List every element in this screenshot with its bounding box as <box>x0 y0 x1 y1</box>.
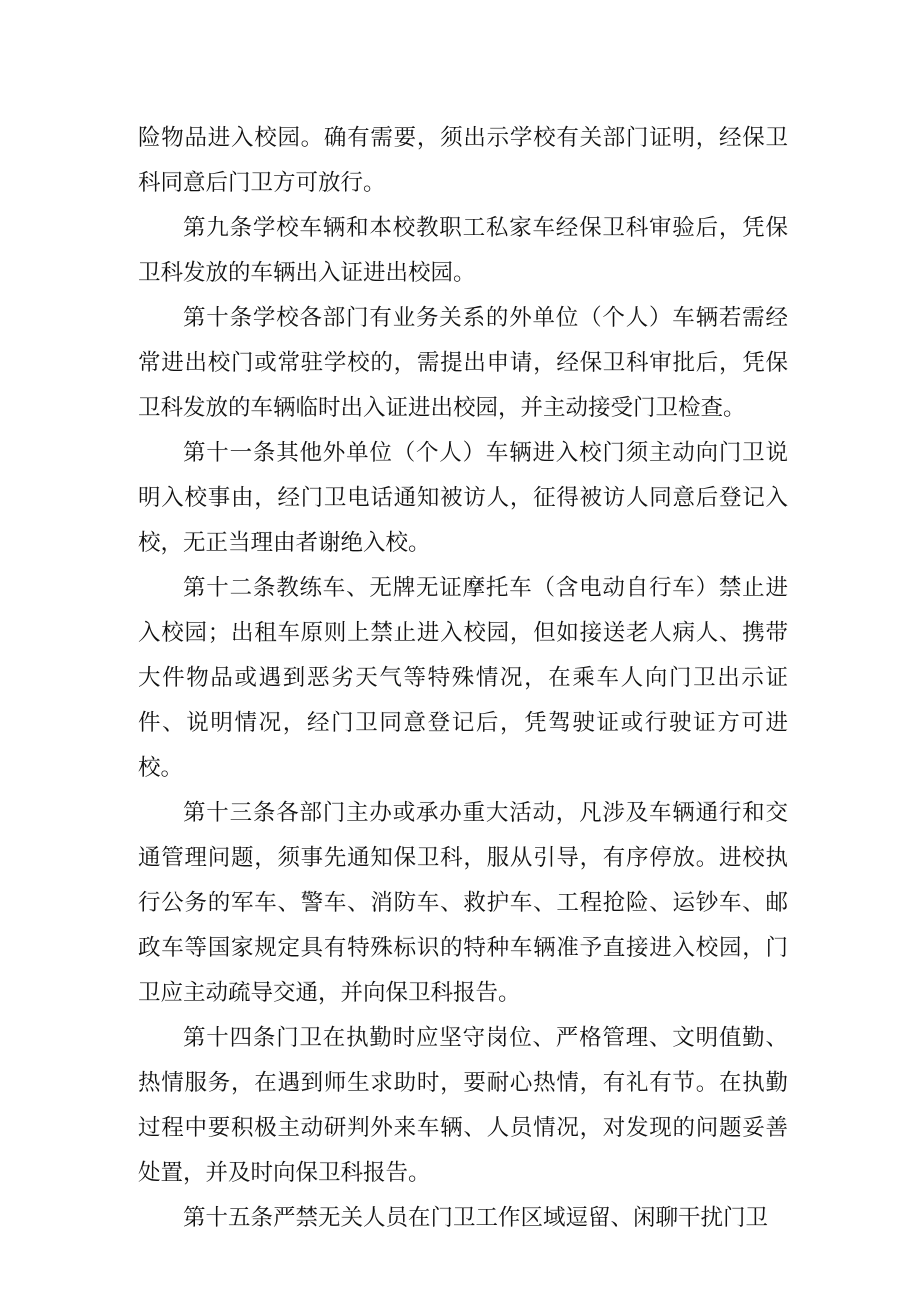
paragraph-article-10: 第十条学校各部门有业务关系的外单位（个人）车辆若需经常进出校门或常驻学校的，需提出申请，经保卫科审批后，凭保卫科发放的车辆临时出入证进出校园，并主动接受门卫检查。 <box>138 305 788 421</box>
paragraph-article-13: 第十三条各部门主办或承办重大活动，凡涉及车辆通行和交通管理问题，须事先通知保卫科，服从引导，有序停放。进校执行公务的军车、警车、消防车、救护车、工程抢险、运钞车、邮政车等国家规定具有特殊标识的特种车辆准予直接进入校园，门卫应主动疏导交通，并向保卫科报告。 <box>138 800 788 1006</box>
document-page <box>138 116 788 1241</box>
paragraph-article-9: 第九条学校车辆和本校教职工私家车经保卫科审验后，凭保卫科发放的车辆出入证进出校园。 <box>138 215 788 286</box>
paragraph-article-14: 第十四条门卫在执勤时应坚守岗位、严格管理、文明值勤、热情服务，在遇到师生求助时，要耐心热情，有礼有节。在执勤过程中要积极主动研判外来车辆、人员情况，对发现的问题妥善处置，并及时向保卫科报告。 <box>138 1025 788 1186</box>
paragraph-article-11: 第十一条其他外单位（个人）车辆进入校门须主动向门卫说明入校事由，经门卫电话通知被访人，征得被访人同意后登记入校，无正当理由者谢绝入校。 <box>138 440 788 556</box>
paragraph-continuation: 险物品进入校园。确有需要，须出示学校有关部门证明，经保卫科同意后门卫方可放行。 <box>138 125 788 196</box>
paragraph-article-12: 第十二条教练车、无牌无证摩托车（含电动自行车）禁止进入校园；出租车原则上禁止进入校园，但如接送老人病人、携带大件物品或遇到恶劣天气等特殊情况，在乘车人向门卫出示证件、说明情况，经门卫同意登记后，凭驾驶证或行驶证方可进校。 <box>138 575 788 781</box>
paragraph-article-15: 第十五条严禁无关人员在门卫工作区域逗留、闲聊干扰门卫 <box>183 1205 769 1231</box>
